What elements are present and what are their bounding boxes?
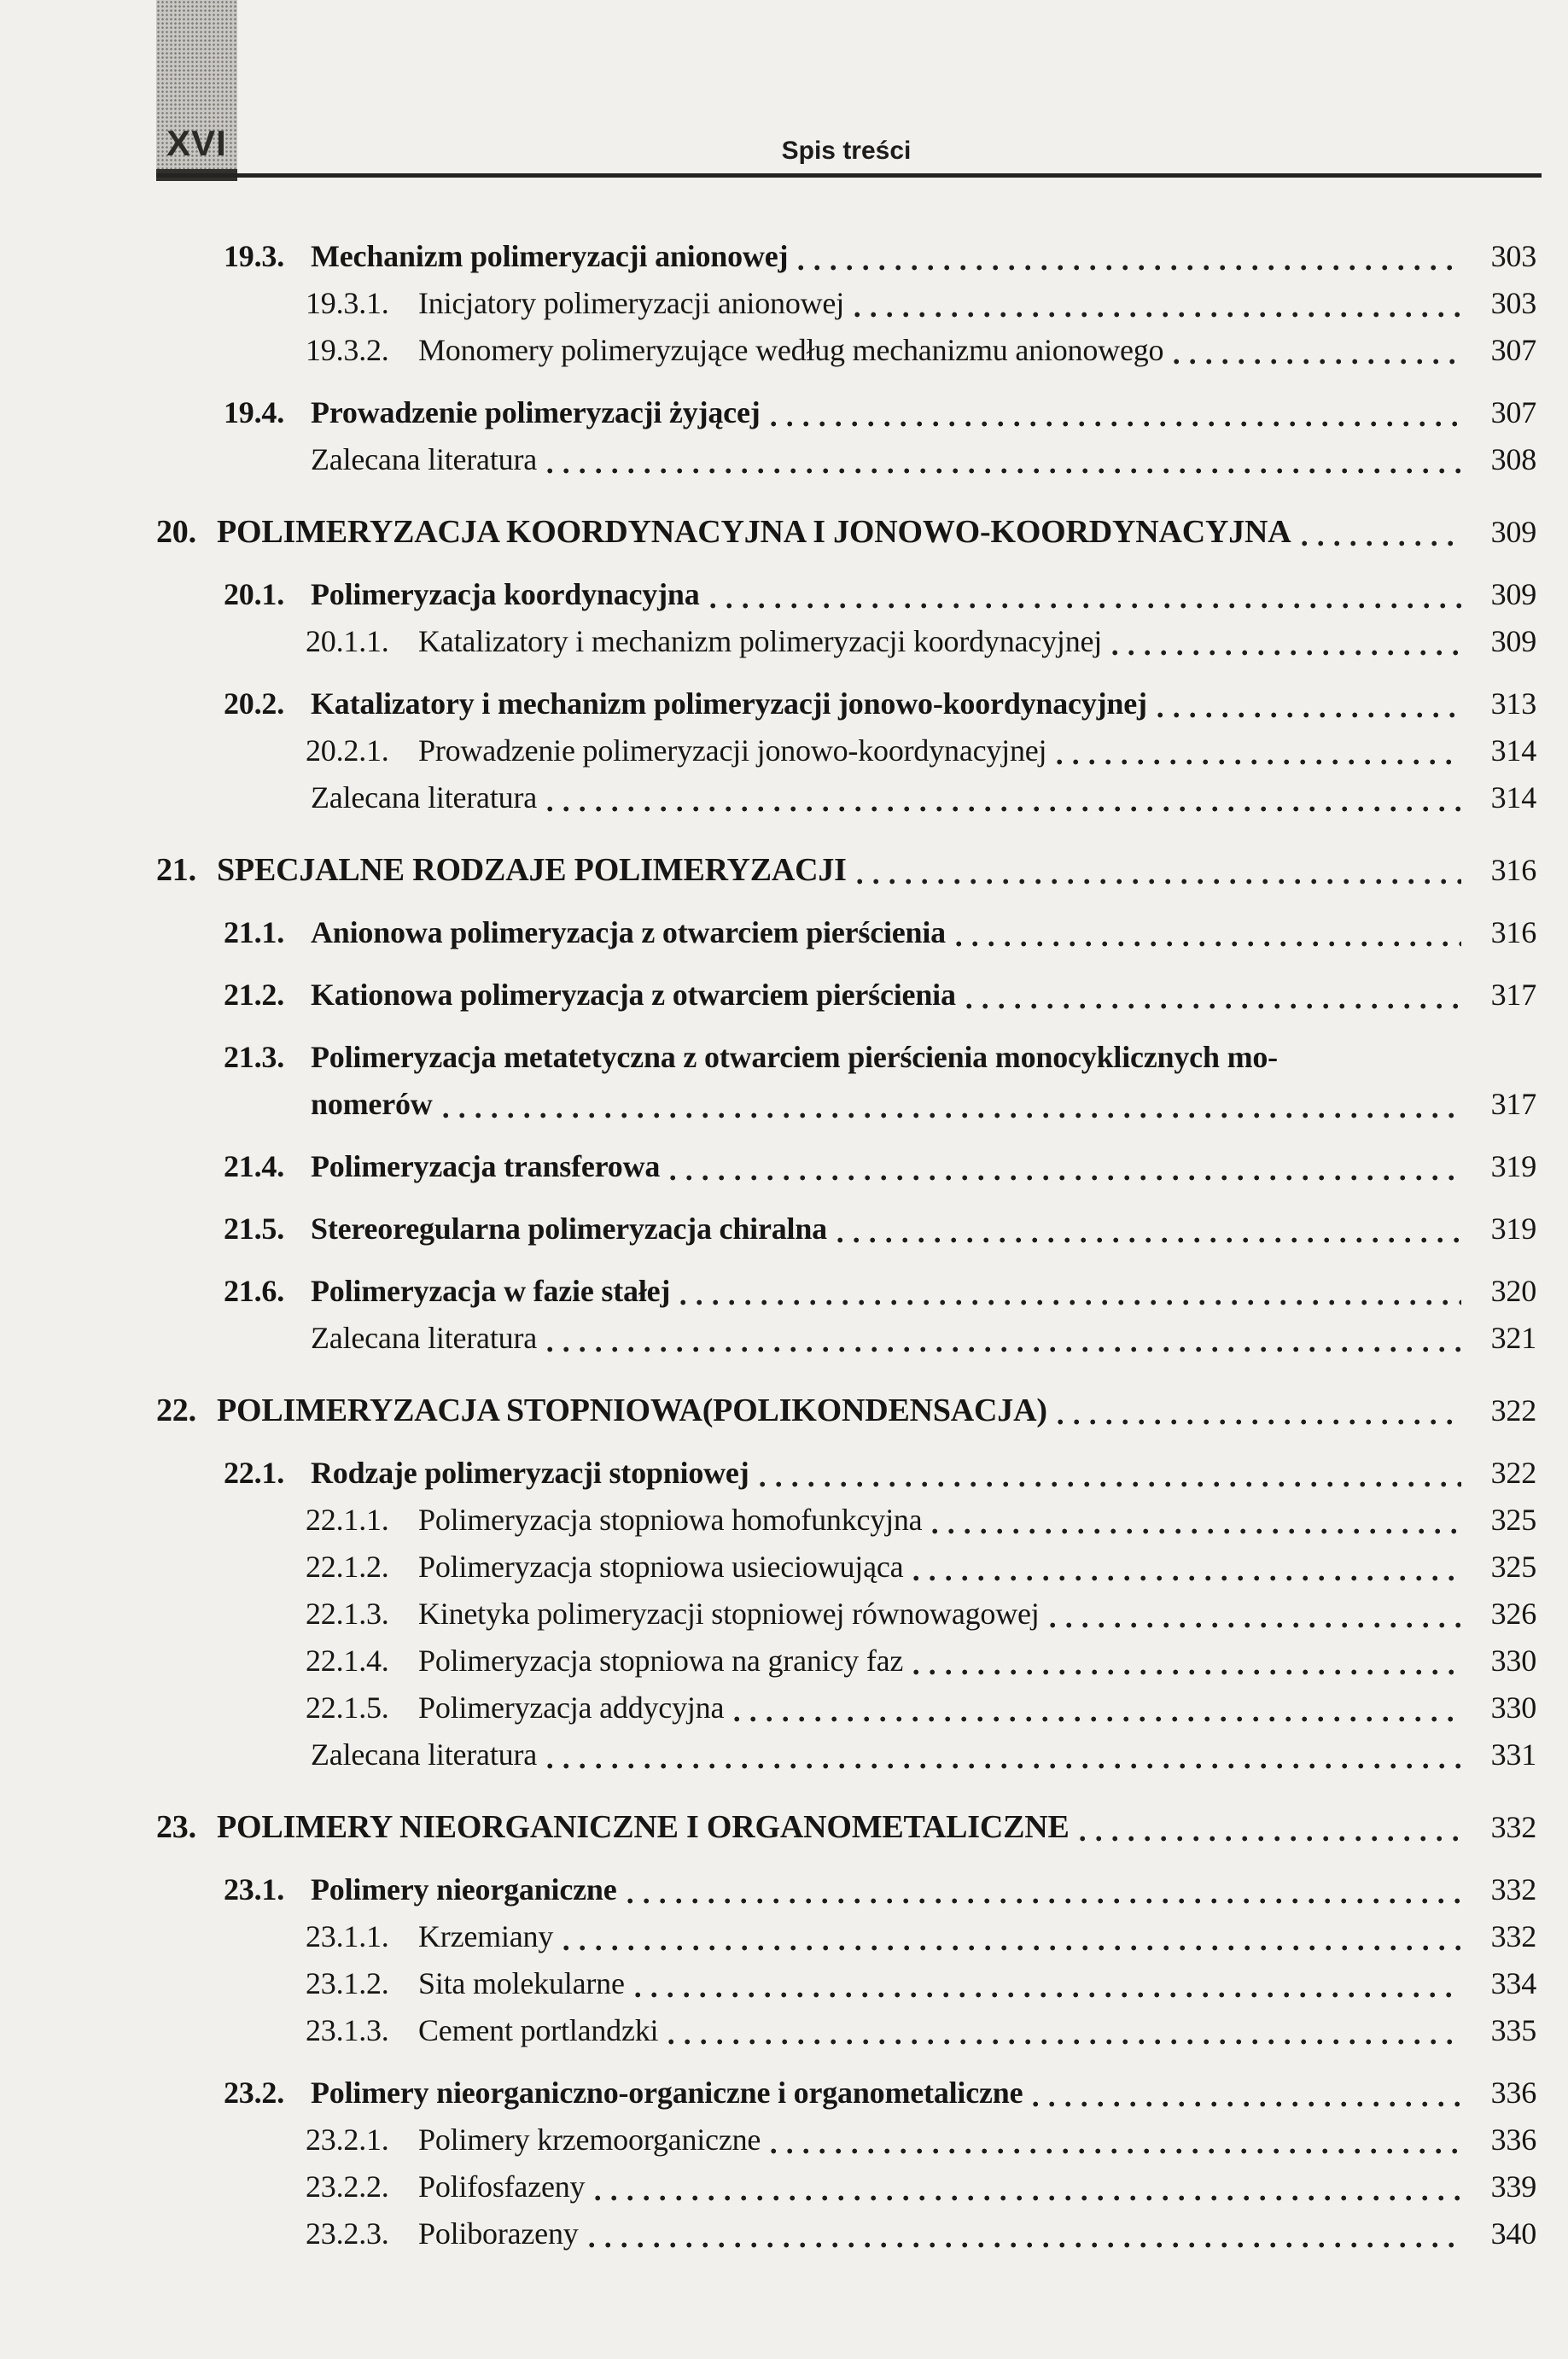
entry-title: Cement portlandzki: [418, 2013, 659, 2047]
entry-number: 21.: [156, 852, 196, 888]
entry-number: 20.1.: [224, 577, 285, 611]
toc-entry: [156, 1544, 1536, 1591]
entry-title: SPECJALNE RODZAJE POLIMERYZACJI: [217, 852, 847, 888]
entry-title: Polimeryzacja stopniowa na granicy faz: [418, 1644, 904, 1678]
entry-page-number: 339: [1490, 2169, 1536, 2204]
entry-number: 20.2.: [224, 686, 285, 721]
entry-title: Polimeryzacja metatetyczna z otwarciem pierścienia monocyklicznych mo-: [311, 1040, 1278, 1074]
entry-page-number: 325: [1490, 1503, 1536, 1537]
toc-entry-line: [306, 727, 1536, 774]
toc-entry: [156, 1913, 1536, 1960]
entry-title: Krzemiany: [418, 1919, 554, 1953]
entry-number: 19.3.1.: [306, 286, 389, 320]
entry-title: Zalecana literatura: [311, 442, 538, 476]
entry-page-number: 313: [1490, 686, 1536, 721]
toc-entry-line: [306, 2210, 1536, 2257]
entry-number: 19.3.: [224, 239, 285, 273]
toc-entry-line: [306, 2163, 1536, 2210]
dot-leader: [670, 1175, 1461, 1181]
entry-title: Monomery polimeryzujące według mechanizmu anionowego: [418, 333, 1164, 367]
entry-title: POLIMERYZACJA KOORDYNACYJNA I JONOWO-KOORDYNACYJNA: [217, 514, 1291, 550]
entry-title: Polimery nieorganiczno-organiczne i organometaliczne: [311, 2076, 1023, 2110]
entry-title: Katalizatory i mechanizm polimeryzacji koordynacyjnej: [418, 624, 1103, 658]
entry-number: 23.2.1.: [306, 2123, 389, 2157]
toc-entry-line: [311, 1315, 1536, 1362]
toc-entry: [156, 327, 1536, 374]
entry-title: nomerów: [311, 1087, 433, 1121]
entry-number: 22.1.3.: [306, 1597, 389, 1631]
toc-entry: [156, 1315, 1536, 1362]
entry-title: Zalecana literatura: [311, 1737, 538, 1772]
entry-page-number: 322: [1490, 1393, 1536, 1428]
entry-title: Polimeryzacja stopniowa usieciowująca: [418, 1550, 904, 1584]
toc-entry: [156, 233, 1536, 280]
toc-entry-line: [306, 280, 1536, 327]
toc-entry: [156, 1450, 1536, 1497]
dot-leader: [760, 1481, 1462, 1487]
entry-number: 22.1.1.: [306, 1503, 389, 1537]
entry-page-number: 317: [1490, 978, 1536, 1012]
dot-leader: [589, 2242, 1461, 2248]
toc-entry-line: [156, 1387, 1536, 1434]
toc-entry-line: [224, 1450, 1536, 1497]
dot-leader: [771, 2148, 1461, 2154]
entry-page-number: 326: [1490, 1597, 1536, 1631]
toc-entry-line: [311, 1731, 1536, 1778]
toc-entry: [156, 774, 1536, 821]
page-number-label: XVI: [166, 123, 227, 163]
toc-entry: [156, 1268, 1536, 1315]
toc-entry-line: [306, 2007, 1536, 2054]
entry-title: Polimeryzacja addycyjna: [418, 1690, 725, 1725]
toc-entry: [156, 618, 1536, 665]
toc-entry-line: [224, 680, 1536, 727]
dot-leader: [627, 1898, 1461, 1904]
dot-leader: [1174, 359, 1461, 365]
toc-entry: [156, 1638, 1536, 1685]
toc-entry-line: [306, 327, 1536, 374]
dot-leader: [771, 421, 1461, 427]
entry-title: Kationowa polimeryzacja z otwarciem pierścienia: [311, 978, 956, 1012]
entry-title: Polimery krzemoorganiczne: [418, 2123, 761, 2157]
toc-entry: [156, 509, 1536, 556]
page-title: Spis treści: [781, 137, 912, 165]
dot-leader: [563, 1945, 1461, 1951]
entry-number: 20.2.1.: [306, 733, 389, 768]
toc-entry-line: [306, 1497, 1536, 1544]
entry-title: Kinetyka polimeryzacji stopniowej równowagowej: [418, 1597, 1040, 1631]
entry-page-number: 335: [1490, 2013, 1536, 2047]
dot-leader: [710, 603, 1461, 609]
entry-page-number: 336: [1490, 2076, 1536, 2110]
toc-entry: [156, 847, 1536, 894]
entry-page-number: 314: [1490, 780, 1536, 815]
entry-title: Zalecana literatura: [311, 780, 538, 815]
dot-leader: [956, 941, 1461, 947]
toc-entry-line: [306, 1638, 1536, 1685]
entry-number: 21.2.: [224, 978, 285, 1012]
entry-title: Prowadzenie polimeryzacji jonowo-koordynacyjnej: [418, 733, 1047, 768]
toc-entry: [156, 2007, 1536, 2054]
dot-leader: [635, 1992, 1461, 1998]
entry-page-number: 332: [1490, 1919, 1536, 1953]
toc-list: [156, 218, 1536, 2257]
entry-number: 22.: [156, 1393, 196, 1428]
entry-title: Polimeryzacja stopniowa homofunkcyjna: [418, 1503, 923, 1537]
entry-title: Polimeryzacja transferowa: [311, 1149, 661, 1183]
entry-page-number: 321: [1490, 1321, 1536, 1355]
entry-page-number: 303: [1490, 286, 1536, 320]
entry-page-number: 307: [1490, 395, 1536, 429]
dot-leader: [837, 1237, 1461, 1243]
toc-entry-line: [306, 1913, 1536, 1960]
entry-number: 23.1.: [224, 1872, 285, 1906]
entry-number: 21.3.: [224, 1040, 285, 1074]
toc-entry: [156, 1387, 1536, 1434]
dot-leader: [547, 1763, 1461, 1769]
toc-entry-line: [224, 1034, 1536, 1081]
entry-page-number: 316: [1490, 915, 1536, 949]
entry-page-number: 330: [1490, 1644, 1536, 1678]
dot-leader: [680, 1299, 1461, 1305]
entry-page-number: 332: [1490, 1872, 1536, 1906]
toc-entry: [156, 2070, 1536, 2117]
dot-leader: [857, 879, 1461, 885]
toc-entry-line: [224, 1866, 1536, 1913]
toc-entry-line: [306, 618, 1536, 665]
entry-title: Katalizatory i mechanizm polimeryzacji jonowo-koordynacyjnej: [311, 686, 1147, 721]
entry-number: 23.2.: [224, 2076, 285, 2110]
entry-title: Anionowa polimeryzacja z otwarciem pierścienia: [311, 915, 946, 949]
toc-entry: [156, 436, 1536, 483]
dot-leader: [547, 1346, 1461, 1352]
toc-entry: [156, 1960, 1536, 2007]
toc-entry: [156, 389, 1536, 436]
toc-entry-line: [224, 389, 1536, 436]
dot-leader: [668, 2039, 1461, 2045]
entry-number: 21.6.: [224, 1274, 285, 1308]
dot-leader: [1112, 650, 1461, 656]
toc-entry-line: [224, 909, 1536, 956]
dot-leader: [913, 1669, 1461, 1675]
dot-leader: [1057, 759, 1461, 765]
entry-page-number: 309: [1490, 515, 1536, 549]
dot-leader: [1058, 1419, 1461, 1425]
entry-title: Poliborazeny: [418, 2216, 579, 2251]
dot-leader: [443, 1112, 1461, 1118]
toc-entry-line: [156, 847, 1536, 894]
entry-page-number: 331: [1490, 1737, 1536, 1772]
toc-entry: [156, 1143, 1536, 1190]
dot-leader: [547, 468, 1461, 474]
entry-number: 23.2.2.: [306, 2169, 389, 2204]
entry-number: 22.1.2.: [306, 1550, 389, 1584]
dot-leader: [734, 1716, 1461, 1722]
toc-entry-line: [311, 774, 1536, 821]
entry-title: Rodzaje polimeryzacji stopniowej: [311, 1456, 749, 1490]
entry-page-number: 334: [1490, 1966, 1536, 2000]
toc-entry: [156, 1866, 1536, 1913]
entry-page-number: 308: [1490, 442, 1536, 476]
entry-title: Zalecana literatura: [311, 1321, 538, 1355]
entry-page-number: 336: [1490, 2123, 1536, 2157]
toc-entry-line: [224, 1081, 1536, 1128]
entry-number: 19.3.2.: [306, 333, 389, 367]
toc-entry-line: [224, 1206, 1536, 1252]
entry-number: 22.1.5.: [306, 1690, 389, 1725]
entry-title: POLIMERYZACJA STOPNIOWA(POLIKONDENSACJA): [217, 1393, 1047, 1428]
entry-number: 23.2.3.: [306, 2216, 389, 2251]
toc-entry-line: [306, 1544, 1536, 1591]
entry-number: 19.4.: [224, 395, 285, 429]
entry-page-number: 340: [1490, 2216, 1536, 2251]
toc-entry-line: [306, 1685, 1536, 1731]
entry-title: Prowadzenie polimeryzacji żyjącej: [311, 395, 761, 429]
entry-number: 20.: [156, 514, 196, 550]
toc-entry-line: [306, 2117, 1536, 2163]
dot-leader: [913, 1575, 1461, 1581]
toc-entry-line: [306, 1591, 1536, 1638]
entry-number: 23.1.2.: [306, 1966, 389, 2000]
entry-page-number: 317: [1490, 1087, 1536, 1121]
toc-entry: [156, 1497, 1536, 1544]
entry-page-number: 309: [1490, 577, 1536, 611]
entry-number: 22.1.: [224, 1456, 285, 1490]
dot-leader: [966, 1003, 1461, 1009]
entry-title: Polimeryzacja koordynacyjna: [311, 577, 700, 611]
dot-leader: [1157, 712, 1461, 718]
toc-entry-line: [224, 1268, 1536, 1315]
entry-page-number: 316: [1490, 853, 1536, 887]
toc-entry: [156, 2210, 1536, 2257]
entry-title: Sita molekularne: [418, 1966, 625, 2000]
toc-entry-line: [224, 1143, 1536, 1190]
entry-title: Polimery nieorganiczne: [311, 1872, 617, 1906]
dot-leader: [1033, 2101, 1461, 2107]
toc-entry: [156, 280, 1536, 327]
entry-page-number: 322: [1490, 1456, 1536, 1490]
dot-leader: [1302, 540, 1461, 546]
entry-page-number: 314: [1490, 733, 1536, 768]
entry-page-number: 319: [1490, 1149, 1536, 1183]
entry-page-number: 303: [1490, 239, 1536, 273]
toc-entry: [156, 727, 1536, 774]
entry-page-number: 332: [1490, 1810, 1536, 1844]
dot-leader: [595, 2195, 1461, 2201]
entry-number: 21.4.: [224, 1149, 285, 1183]
entry-page-number: 330: [1490, 1690, 1536, 1725]
dot-leader: [1050, 1622, 1461, 1628]
header-rule: [156, 173, 1542, 178]
entry-title: POLIMERY NIEORGANICZNE I ORGANOMETALICZNE: [217, 1809, 1070, 1845]
toc-entry: [156, 2163, 1536, 2210]
entry-number: 23.: [156, 1809, 196, 1845]
entry-title: Polimeryzacja w fazie stałej: [311, 1274, 671, 1308]
entry-number: 22.1.4.: [306, 1644, 389, 1678]
dot-leader: [1080, 1836, 1461, 1842]
entry-number: 21.1.: [224, 915, 285, 949]
toc-entry-line: [306, 1960, 1536, 2007]
toc-entry: [156, 680, 1536, 727]
entry-number: 21.5.: [224, 1212, 285, 1246]
toc-entry: [156, 2117, 1536, 2163]
toc-entry-line: [311, 436, 1536, 483]
dot-leader: [547, 806, 1461, 812]
toc-entry: [156, 972, 1536, 1019]
entry-title: Stereoregularna polimeryzacja chiralna: [311, 1212, 827, 1246]
toc-entry: [156, 1591, 1536, 1638]
toc-entry-line: [224, 233, 1536, 280]
toc-entry-line: [224, 972, 1536, 1019]
entry-page-number: 320: [1490, 1274, 1536, 1308]
entry-page-number: 325: [1490, 1550, 1536, 1584]
entry-page-number: 309: [1490, 624, 1536, 658]
toc-entry-line: [224, 571, 1536, 618]
toc-entry: [156, 1731, 1536, 1778]
toc-entry: [156, 1034, 1536, 1128]
toc-entry: [156, 1206, 1536, 1252]
toc-entry-line: [156, 1804, 1536, 1851]
toc-entry-line: [156, 509, 1536, 556]
entry-title: Mechanizm polimeryzacji anionowej: [311, 239, 789, 273]
entry-title: Polifosfazeny: [418, 2169, 586, 2204]
toc-entry-line: [224, 2070, 1536, 2117]
entry-page-number: 319: [1490, 1212, 1536, 1246]
dot-leader: [854, 312, 1461, 318]
entry-page-number: 307: [1490, 333, 1536, 367]
toc-entry: [156, 1685, 1536, 1731]
entry-title: Inicjatory polimeryzacji anionowej: [418, 286, 845, 320]
entry-number: 23.1.1.: [306, 1919, 389, 1953]
toc-entry: [156, 1804, 1536, 1851]
toc-entry: [156, 909, 1536, 956]
dot-leader: [798, 265, 1461, 271]
entry-number: 23.1.3.: [306, 2013, 389, 2047]
toc-entry: [156, 571, 1536, 618]
dot-leader: [932, 1528, 1461, 1534]
entry-number: 20.1.1.: [306, 624, 389, 658]
